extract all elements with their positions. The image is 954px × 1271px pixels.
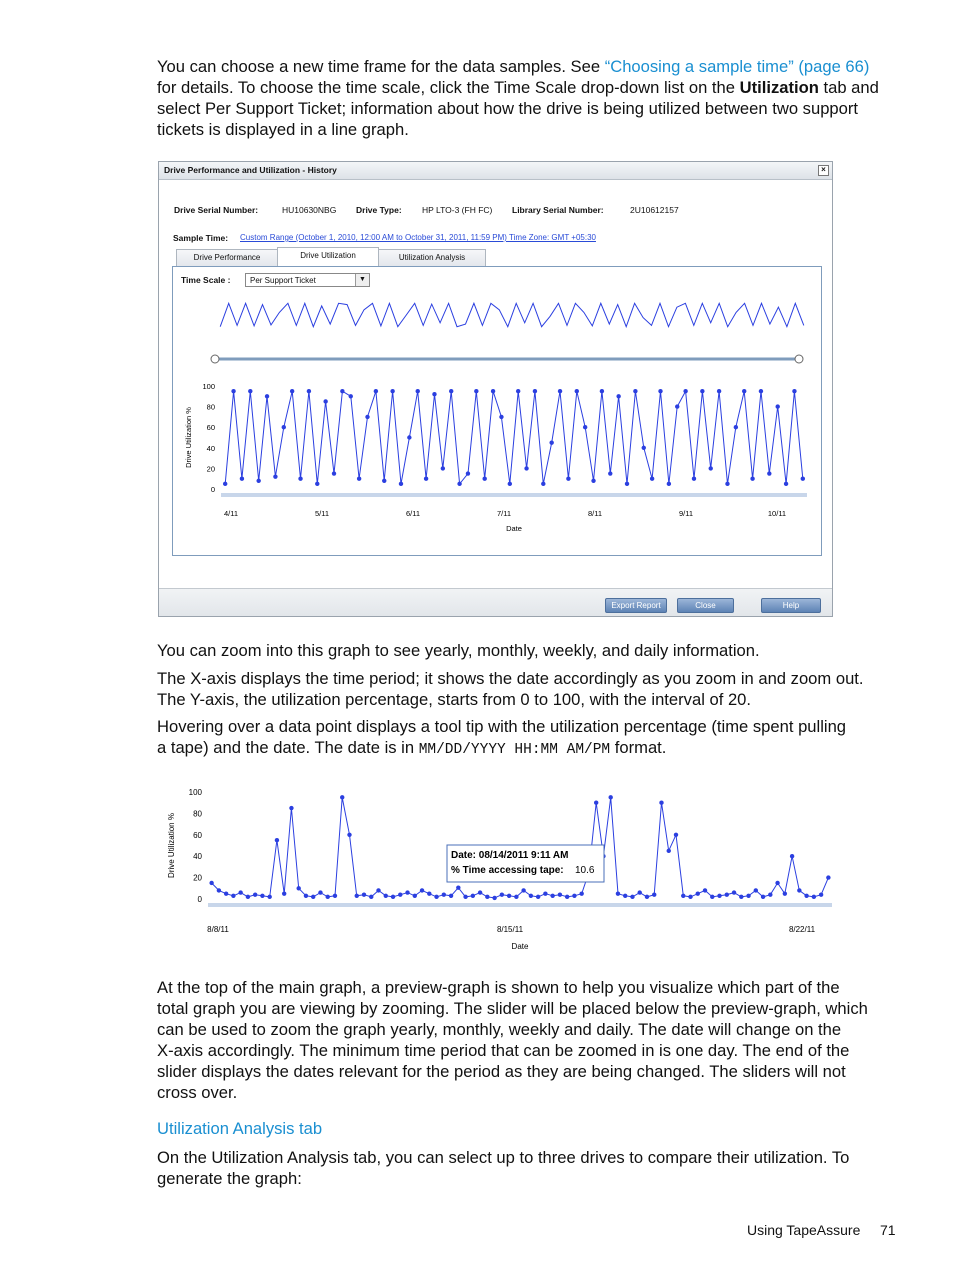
data-point[interactable] (333, 894, 337, 898)
data-point[interactable] (323, 399, 327, 403)
data-point[interactable] (645, 895, 649, 899)
analysis-text-1: On the Utilization Analysis tab, you can select up to three drives to compare their utilization. To (157, 1148, 850, 1167)
data-point[interactable] (659, 801, 663, 805)
data-point[interactable] (681, 894, 685, 898)
help-button[interactable]: Help (761, 598, 821, 613)
data-point[interactable] (761, 895, 765, 899)
data-point[interactable] (594, 801, 598, 805)
data-point[interactable] (231, 894, 235, 898)
intro-paragraph (157, 56, 899, 140)
main-chart-svg (159, 162, 832, 592)
data-point[interactable] (492, 896, 496, 900)
data-point[interactable] (608, 795, 612, 799)
data-point[interactable] (500, 893, 504, 897)
time-scale-label: Time Scale : (181, 275, 231, 285)
data-point[interactable] (416, 389, 420, 393)
data-point[interactable] (340, 389, 344, 393)
data-point[interactable] (289, 806, 293, 810)
data-point[interactable] (424, 477, 428, 481)
data-point[interactable] (616, 394, 620, 398)
data-point[interactable] (405, 890, 409, 894)
tooltip-metric-label: % Time accessing tape: (451, 865, 564, 876)
intro-text-2b: tab and (818, 78, 879, 97)
data-point[interactable] (382, 479, 386, 483)
close-button[interactable]: Close (677, 598, 734, 613)
data-point[interactable] (667, 849, 671, 853)
preview-graph (220, 303, 804, 326)
tooltip (447, 845, 604, 882)
data-point[interactable] (365, 415, 369, 419)
zoom-paragraph: You can zoom into this graph to see yearly, monthly, weekly, and daily information. (157, 641, 760, 660)
history-dialog (158, 161, 833, 617)
zoomed-chart-svg (160, 780, 840, 960)
data-point[interactable] (432, 392, 436, 396)
data-point[interactable] (642, 446, 646, 450)
data-point[interactable] (471, 894, 475, 898)
hover-text-3: format. (610, 738, 667, 757)
data-point[interactable] (742, 389, 746, 393)
preview-paragraph (157, 977, 899, 1103)
close-icon[interactable]: × (818, 165, 829, 176)
data-point[interactable] (652, 893, 656, 897)
data-point[interactable] (558, 893, 562, 897)
data-point[interactable] (767, 471, 771, 475)
data-point[interactable] (260, 894, 264, 898)
data-point[interactable] (253, 893, 257, 897)
data-point[interactable] (754, 888, 758, 892)
y-axis-label: Drive Utilization % (167, 813, 176, 878)
data-point[interactable] (784, 482, 788, 486)
data-point[interactable] (750, 477, 754, 481)
data-point[interactable] (349, 394, 353, 398)
data-point[interactable] (273, 474, 277, 478)
data-point[interactable] (692, 477, 696, 481)
data-point[interactable] (434, 895, 438, 899)
data-point[interactable] (224, 891, 228, 895)
data-point[interactable] (304, 894, 308, 898)
x-tick-label: 6/11 (405, 509, 421, 518)
data-point[interactable] (717, 894, 721, 898)
data-point[interactable] (768, 893, 772, 897)
y-tick-label: 80 (206, 402, 215, 412)
date-format-code: MM/DD/YYYY HH:MM AM/PM (418, 742, 611, 758)
data-point[interactable] (812, 895, 816, 899)
x-scroll-strip[interactable] (208, 903, 832, 907)
utilization-chart (184, 382, 807, 533)
drive-type-label: Drive Type: (356, 205, 402, 215)
footer-section: Using TapeAssure (747, 1222, 861, 1238)
series-line (225, 391, 803, 484)
data-point[interactable] (543, 891, 547, 895)
data-point[interactable] (326, 895, 330, 899)
x-tick-label: 8/11 (587, 509, 603, 518)
data-point[interactable] (374, 389, 378, 393)
data-point[interactable] (332, 471, 336, 475)
data-point[interactable] (340, 795, 344, 799)
data-point[interactable] (357, 477, 361, 481)
data-point[interactable] (575, 389, 579, 393)
data-point[interactable] (710, 895, 714, 899)
data-point[interactable] (739, 895, 743, 899)
intro-text-2: for details. To choose the time scale, click the Time Scale drop-down list on the (157, 78, 740, 97)
intro-text-1: You can choose a new time frame for the data samples. See (157, 57, 605, 76)
data-point[interactable] (355, 894, 359, 898)
data-point[interactable] (466, 471, 470, 475)
data-point[interactable] (572, 894, 576, 898)
data-point[interactable] (533, 389, 537, 393)
data-point[interactable] (478, 890, 482, 894)
x-tick-label: 8/15/11 (496, 925, 524, 934)
data-point[interactable] (290, 389, 294, 393)
data-point[interactable] (399, 482, 403, 486)
data-point[interactable] (217, 888, 221, 892)
x-tick-label: 5/11 (314, 509, 330, 518)
data-point[interactable] (507, 894, 511, 898)
data-point[interactable] (282, 425, 286, 429)
x-tick-label: 8/22/11 (788, 925, 816, 934)
data-point[interactable] (566, 477, 570, 481)
preview-text-4: X-axis accordingly. The minimum time period that can be zoomed in is one day. The end of the (157, 1041, 850, 1060)
library-serial-value: 2U10612157 (630, 205, 679, 215)
data-point[interactable] (536, 895, 540, 899)
tab-drive-utilization[interactable]: Drive Utilization (277, 247, 379, 266)
preview-series-line (220, 303, 804, 326)
data-point[interactable] (369, 895, 373, 899)
data-point[interactable] (318, 890, 322, 894)
data-point[interactable] (384, 894, 388, 898)
sample-time-link[interactable]: “Choosing a sample time” (page 66) (604, 57, 870, 76)
data-point[interactable] (296, 886, 300, 890)
section-heading: Utilization Analysis tab (157, 1119, 323, 1138)
data-point[interactable] (675, 404, 679, 408)
y-tick-label: 40 (206, 443, 215, 453)
data-point[interactable] (463, 895, 467, 899)
data-point[interactable] (265, 394, 269, 398)
data-point[interactable] (650, 477, 654, 481)
data-point[interactable] (826, 875, 830, 879)
data-point[interactable] (583, 425, 587, 429)
data-point[interactable] (246, 895, 250, 899)
preview-text-3: can be used to zoom the graph yearly, monthly, weekly and daily. The date will change on the (157, 1020, 842, 1039)
data-point[interactable] (347, 833, 351, 837)
data-point[interactable] (558, 389, 562, 393)
y-tick-label: 100 (188, 788, 202, 797)
y-tick-label: 100 (202, 382, 215, 391)
y-tick-label: 20 (193, 873, 202, 883)
tooltip-metric-value: 10.6 (575, 865, 595, 876)
data-point[interactable] (579, 891, 583, 895)
dialog-title: Drive Performance and Utilization - History (164, 165, 337, 175)
axes-paragraph (157, 668, 899, 710)
data-point[interactable] (776, 404, 780, 408)
data-point[interactable] (275, 838, 279, 842)
data-point[interactable] (485, 895, 489, 899)
tab-utilization-analysis[interactable]: Utilization Analysis (378, 249, 486, 266)
data-point[interactable] (514, 895, 518, 899)
slider-handle-start[interactable] (211, 355, 219, 363)
data-point[interactable] (240, 477, 244, 481)
y-tick-label: 0 (210, 485, 215, 494)
data-point[interactable] (658, 389, 662, 393)
data-point[interactable] (797, 888, 801, 892)
data-point[interactable] (623, 894, 627, 898)
preview-text-6: cross over. (157, 1083, 238, 1102)
data-point[interactable] (307, 389, 311, 393)
data-point[interactable] (413, 894, 417, 898)
data-point[interactable] (759, 389, 763, 393)
data-point[interactable] (591, 479, 595, 483)
data-point[interactable] (696, 891, 700, 895)
data-point[interactable] (398, 893, 402, 897)
data-point[interactable] (449, 389, 453, 393)
tooltip-date: Date: 08/14/2011 9:11 AM (451, 850, 569, 861)
hover-text-1: Hovering over a data point displays a tool tip with the utilization percentage (time spent pulling (157, 717, 847, 736)
data-point[interactable] (790, 854, 794, 858)
tab-drive-performance[interactable]: Drive Performance (176, 249, 278, 266)
data-point[interactable] (775, 881, 779, 885)
serial-label: Drive Serial Number: (174, 205, 259, 215)
hover-text-2: a tape) and the date. The date is in (157, 738, 419, 757)
data-point[interactable] (801, 477, 805, 481)
library-serial-label: Library Serial Number: (512, 205, 604, 215)
data-point[interactable] (717, 389, 721, 393)
data-point[interactable] (256, 479, 260, 483)
data-point[interactable] (667, 482, 671, 486)
analysis-paragraph (157, 1147, 899, 1189)
data-point[interactable] (630, 895, 634, 899)
data-point[interactable] (541, 482, 545, 486)
data-point[interactable] (804, 894, 808, 898)
data-point[interactable] (390, 389, 394, 393)
data-point[interactable] (282, 891, 286, 895)
data-point[interactable] (746, 894, 750, 898)
data-point[interactable] (633, 389, 637, 393)
data-point[interactable] (376, 888, 380, 892)
data-point[interactable] (725, 893, 729, 897)
axes-text-1: The X-axis displays the time period; it shows the date accordingly as you zoom in and zoom out. (157, 669, 864, 688)
sample-time-value-link[interactable]: Custom Range (October 1, 2010, 12:00 AM to October 31, 2011, 11:59 PM) Time Zone: GMT +05:30 (240, 233, 596, 242)
data-point[interactable] (683, 389, 687, 393)
page-number: 71 (880, 1222, 896, 1238)
data-point[interactable] (449, 894, 453, 898)
x-axis-label: Date (511, 942, 529, 951)
sample-time-label: Sample Time: (173, 233, 229, 243)
y-tick-label: 20 (206, 464, 215, 474)
data-point[interactable] (491, 389, 495, 393)
intro-text-4: tickets is displayed in a line graph. (157, 120, 409, 139)
data-point[interactable] (734, 425, 738, 429)
y-tick-label: 60 (193, 830, 202, 840)
data-point[interactable] (529, 894, 533, 898)
drive-type-value: HP LTO-3 (FH FC) (422, 205, 493, 215)
data-point[interactable] (608, 471, 612, 475)
data-point[interactable] (508, 482, 512, 486)
data-point[interactable] (457, 482, 461, 486)
analysis-text-2: generate the graph: (157, 1169, 302, 1188)
data-point[interactable] (565, 895, 569, 899)
y-tick-label: 0 (197, 895, 202, 904)
export-report-button[interactable]: Export Report (605, 598, 667, 613)
data-point[interactable] (700, 389, 704, 393)
data-point[interactable] (362, 893, 366, 897)
data-point[interactable] (223, 482, 227, 486)
data-point[interactable] (298, 477, 302, 481)
data-point[interactable] (688, 895, 692, 899)
data-point[interactable] (674, 833, 678, 837)
data-point[interactable] (499, 415, 503, 419)
x-tick-label: 4/11 (223, 509, 239, 518)
data-point[interactable] (521, 888, 525, 892)
data-point[interactable] (311, 895, 315, 899)
data-point[interactable] (420, 888, 424, 892)
slider-handle-end[interactable] (795, 355, 803, 363)
intro-text-3: select Per Support Ticket; information about how the drive is being utilized between two support (157, 99, 859, 118)
data-point[interactable] (524, 466, 528, 470)
data-point[interactable] (725, 482, 729, 486)
data-point[interactable] (703, 888, 707, 892)
data-point[interactable] (600, 389, 604, 393)
data-point[interactable] (474, 389, 478, 393)
data-point[interactable] (638, 890, 642, 894)
x-tick-label: 10/11 (767, 509, 787, 518)
preview-text-2: total graph you are viewing by zooming. The slider will be placed below the preview-graph, which (157, 999, 868, 1018)
x-tick-label: 9/11 (678, 509, 694, 518)
data-point[interactable] (550, 894, 554, 898)
data-point[interactable] (709, 466, 713, 470)
data-point[interactable] (732, 890, 736, 894)
utilization-bold: Utilization (739, 78, 819, 97)
axes-text-2: The Y-axis, the utilization percentage, starts from 0 to 100, with the interval of 20. (157, 690, 752, 709)
data-point[interactable] (238, 890, 242, 894)
data-point[interactable] (616, 891, 620, 895)
data-point[interactable] (391, 895, 395, 899)
data-point[interactable] (625, 482, 629, 486)
data-point[interactable] (442, 893, 446, 897)
data-point[interactable] (248, 389, 252, 393)
preview-text-5: slider displays the dates relevant for the period as they are being changed. The sliders will not (157, 1062, 846, 1081)
data-point[interactable] (315, 482, 319, 486)
data-point[interactable] (549, 440, 553, 444)
x-scroll-strip[interactable] (221, 493, 807, 497)
data-point[interactable] (819, 893, 823, 897)
data-point[interactable] (792, 389, 796, 393)
data-point[interactable] (407, 435, 411, 439)
data-point[interactable] (209, 881, 213, 885)
data-point[interactable] (441, 466, 445, 470)
x-tick-label: 8/8/11 (207, 925, 229, 934)
x-tick-label: 7/11 (496, 509, 512, 518)
data-point[interactable] (231, 389, 235, 393)
data-point[interactable] (516, 389, 520, 393)
data-point[interactable] (483, 477, 487, 481)
y-tick-label: 60 (206, 423, 215, 433)
hover-paragraph (157, 716, 899, 761)
x-axis-label: Date (506, 524, 522, 533)
y-tick-label: 40 (193, 852, 202, 862)
serial-value: HU10630NBG (282, 205, 337, 215)
y-tick-label: 80 (193, 809, 202, 819)
y-axis-label: Drive Utilization % (184, 407, 193, 468)
time-scale-value: Per Support Ticket (250, 276, 316, 285)
data-point[interactable] (427, 891, 431, 895)
dialog-button-bar (159, 588, 832, 616)
chevron-down-icon: ▼ (355, 274, 369, 286)
preview-text-1: At the top of the main graph, a preview-graph is shown to help you visualize which part of the (157, 978, 840, 997)
data-point[interactable] (267, 895, 271, 899)
data-point[interactable] (456, 885, 460, 889)
data-point[interactable] (783, 891, 787, 895)
